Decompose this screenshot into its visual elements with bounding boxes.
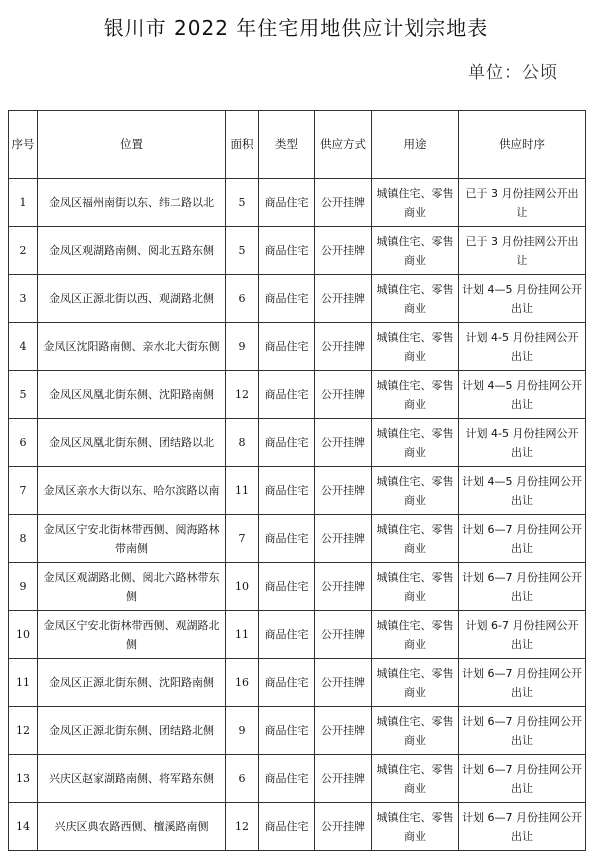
- cell-timing: 计划 4—5 月份挂网公开出让: [459, 467, 586, 515]
- cell-type: 商品住宅: [259, 707, 315, 755]
- cell-no: 8: [9, 515, 38, 563]
- cell-no: 10: [9, 611, 38, 659]
- cell-location: 金凤区宁安北街林带西侧、观湖路北侧: [38, 611, 226, 659]
- cell-use: 城镇住宅、零售商业: [372, 419, 459, 467]
- cell-no: 3: [9, 275, 38, 323]
- cell-timing: 计划 6—7 月份挂网公开出让: [459, 707, 586, 755]
- cell-method: 公开挂牌: [315, 275, 372, 323]
- cell-timing: 计划 6—7 月份挂网公开出让: [459, 803, 586, 851]
- cell-method: 公开挂牌: [315, 323, 372, 371]
- table-row: [9, 515, 586, 563]
- header-area: 面积: [226, 111, 259, 179]
- cell-no: 12: [9, 707, 38, 755]
- cell-method: 公开挂牌: [315, 371, 372, 419]
- cell-location: 兴庆区赵家湖路南侧、将军路东侧: [38, 755, 226, 803]
- cell-timing: 计划 4-5 月份挂网公开出让: [459, 323, 586, 371]
- cell-method: 公开挂牌: [315, 611, 372, 659]
- cell-location: 金凤区正源北街东侧、团结路北侧: [38, 707, 226, 755]
- land-supply-table: [8, 110, 586, 851]
- cell-use: 城镇住宅、零售商业: [372, 755, 459, 803]
- cell-timing: 计划 6—7 月份挂网公开出让: [459, 755, 586, 803]
- document-title: 银川市 2022 年住宅用地供应计划宗地表: [103, 16, 489, 40]
- cell-use: 城镇住宅、零售商业: [372, 179, 459, 227]
- table-row: [9, 659, 586, 707]
- header-type: 类型: [259, 111, 315, 179]
- cell-no: 7: [9, 467, 38, 515]
- cell-no: 11: [9, 659, 38, 707]
- cell-use: 城镇住宅、零售商业: [372, 515, 459, 563]
- cell-timing: 计划 6—7 月份挂网公开出让: [459, 563, 586, 611]
- table-row: [9, 563, 586, 611]
- cell-area: 5: [226, 227, 259, 275]
- cell-area: 9: [226, 323, 259, 371]
- cell-method: 公开挂牌: [315, 419, 372, 467]
- cell-type: 商品住宅: [259, 227, 315, 275]
- cell-location: 金凤区宁安北街林带西侧、阅海路林带南侧: [38, 515, 226, 563]
- cell-timing: 计划 4—5 月份挂网公开出让: [459, 275, 586, 323]
- cell-type: 商品住宅: [259, 563, 315, 611]
- cell-location: 金凤区正源北街以西、观湖路北侧: [38, 275, 226, 323]
- cell-no: 13: [9, 755, 38, 803]
- header-use: 用途: [372, 111, 459, 179]
- table-row: [9, 467, 586, 515]
- cell-use: 城镇住宅、零售商业: [372, 563, 459, 611]
- table-row: [9, 419, 586, 467]
- cell-method: 公开挂牌: [315, 563, 372, 611]
- cell-method: 公开挂牌: [315, 755, 372, 803]
- cell-area: 7: [226, 515, 259, 563]
- cell-location: 金凤区观湖路北侧、阅北六路林带东侧: [38, 563, 226, 611]
- table-row: [9, 755, 586, 803]
- table-row: [9, 275, 586, 323]
- cell-type: 商品住宅: [259, 803, 315, 851]
- cell-use: 城镇住宅、零售商业: [372, 323, 459, 371]
- cell-area: 12: [226, 803, 259, 851]
- cell-method: 公开挂牌: [315, 179, 372, 227]
- header-no: 序号: [9, 111, 38, 179]
- cell-location: 金凤区福州南街以东、纬二路以北: [38, 179, 226, 227]
- cell-use: 城镇住宅、零售商业: [372, 611, 459, 659]
- cell-method: 公开挂牌: [315, 803, 372, 851]
- cell-no: 2: [9, 227, 38, 275]
- header-method: 供应方式: [315, 111, 372, 179]
- cell-timing: 已于 3 月份挂网公开出让: [459, 227, 586, 275]
- header-timing: 供应时序: [459, 111, 586, 179]
- cell-type: 商品住宅: [259, 467, 315, 515]
- table-row: [9, 179, 586, 227]
- cell-method: 公开挂牌: [315, 227, 372, 275]
- cell-use: 城镇住宅、零售商业: [372, 803, 459, 851]
- cell-no: 1: [9, 179, 38, 227]
- table-row: [9, 707, 586, 755]
- cell-no: 4: [9, 323, 38, 371]
- cell-type: 商品住宅: [259, 179, 315, 227]
- cell-type: 商品住宅: [259, 515, 315, 563]
- cell-area: 8: [226, 419, 259, 467]
- cell-area: 16: [226, 659, 259, 707]
- cell-timing: 计划 4—5 月份挂网公开出让: [459, 371, 586, 419]
- cell-type: 商品住宅: [259, 419, 315, 467]
- cell-type: 商品住宅: [259, 371, 315, 419]
- cell-area: 5: [226, 179, 259, 227]
- table-row: [9, 611, 586, 659]
- cell-type: 商品住宅: [259, 275, 315, 323]
- table-row: [9, 803, 586, 851]
- cell-timing: 计划 4-5 月份挂网公开出让: [459, 419, 586, 467]
- cell-type: 商品住宅: [259, 659, 315, 707]
- table-row: [9, 227, 586, 275]
- cell-area: 9: [226, 707, 259, 755]
- cell-timing: 计划 6—7 月份挂网公开出让: [459, 659, 586, 707]
- cell-area: 11: [226, 611, 259, 659]
- cell-use: 城镇住宅、零售商业: [372, 227, 459, 275]
- cell-timing: 计划 6-7 月份挂网公开出让: [459, 611, 586, 659]
- cell-no: 6: [9, 419, 38, 467]
- cell-use: 城镇住宅、零售商业: [372, 707, 459, 755]
- unit-label: 单位：公顷: [468, 63, 558, 83]
- cell-location: 金凤区沈阳路南侧、亲水北大街东侧: [38, 323, 226, 371]
- cell-no: 9: [9, 563, 38, 611]
- cell-method: 公开挂牌: [315, 659, 372, 707]
- cell-area: 10: [226, 563, 259, 611]
- cell-use: 城镇住宅、零售商业: [372, 659, 459, 707]
- cell-method: 公开挂牌: [315, 707, 372, 755]
- cell-use: 城镇住宅、零售商业: [372, 467, 459, 515]
- cell-location: 金凤区亲水大街以东、哈尔滨路以南: [38, 467, 226, 515]
- cell-use: 城镇住宅、零售商业: [372, 371, 459, 419]
- cell-type: 商品住宅: [259, 323, 315, 371]
- cell-location: 金凤区正源北街东侧、沈阳路南侧: [38, 659, 226, 707]
- table-row: [9, 371, 586, 419]
- table-header-row: [9, 111, 586, 179]
- cell-location: 金凤区凤凰北街东侧、沈阳路南侧: [38, 371, 226, 419]
- cell-timing: 已于 3 月份挂网公开出让: [459, 179, 586, 227]
- cell-method: 公开挂牌: [315, 515, 372, 563]
- cell-area: 6: [226, 755, 259, 803]
- cell-no: 5: [9, 371, 38, 419]
- cell-type: 商品住宅: [259, 611, 315, 659]
- cell-timing: 计划 6—7 月份挂网公开出让: [459, 515, 586, 563]
- cell-area: 6: [226, 275, 259, 323]
- header-location: 位置: [38, 111, 226, 179]
- cell-location: 金凤区凤凰北街东侧、团结路以北: [38, 419, 226, 467]
- cell-method: 公开挂牌: [315, 467, 372, 515]
- cell-area: 11: [226, 467, 259, 515]
- cell-area: 12: [226, 371, 259, 419]
- cell-type: 商品住宅: [259, 755, 315, 803]
- cell-location: 金凤区观湖路南侧、阅北五路东侧: [38, 227, 226, 275]
- table-row: [9, 323, 586, 371]
- cell-use: 城镇住宅、零售商业: [372, 275, 459, 323]
- cell-location: 兴庆区典农路西侧、檀溪路南侧: [38, 803, 226, 851]
- cell-no: 14: [9, 803, 38, 851]
